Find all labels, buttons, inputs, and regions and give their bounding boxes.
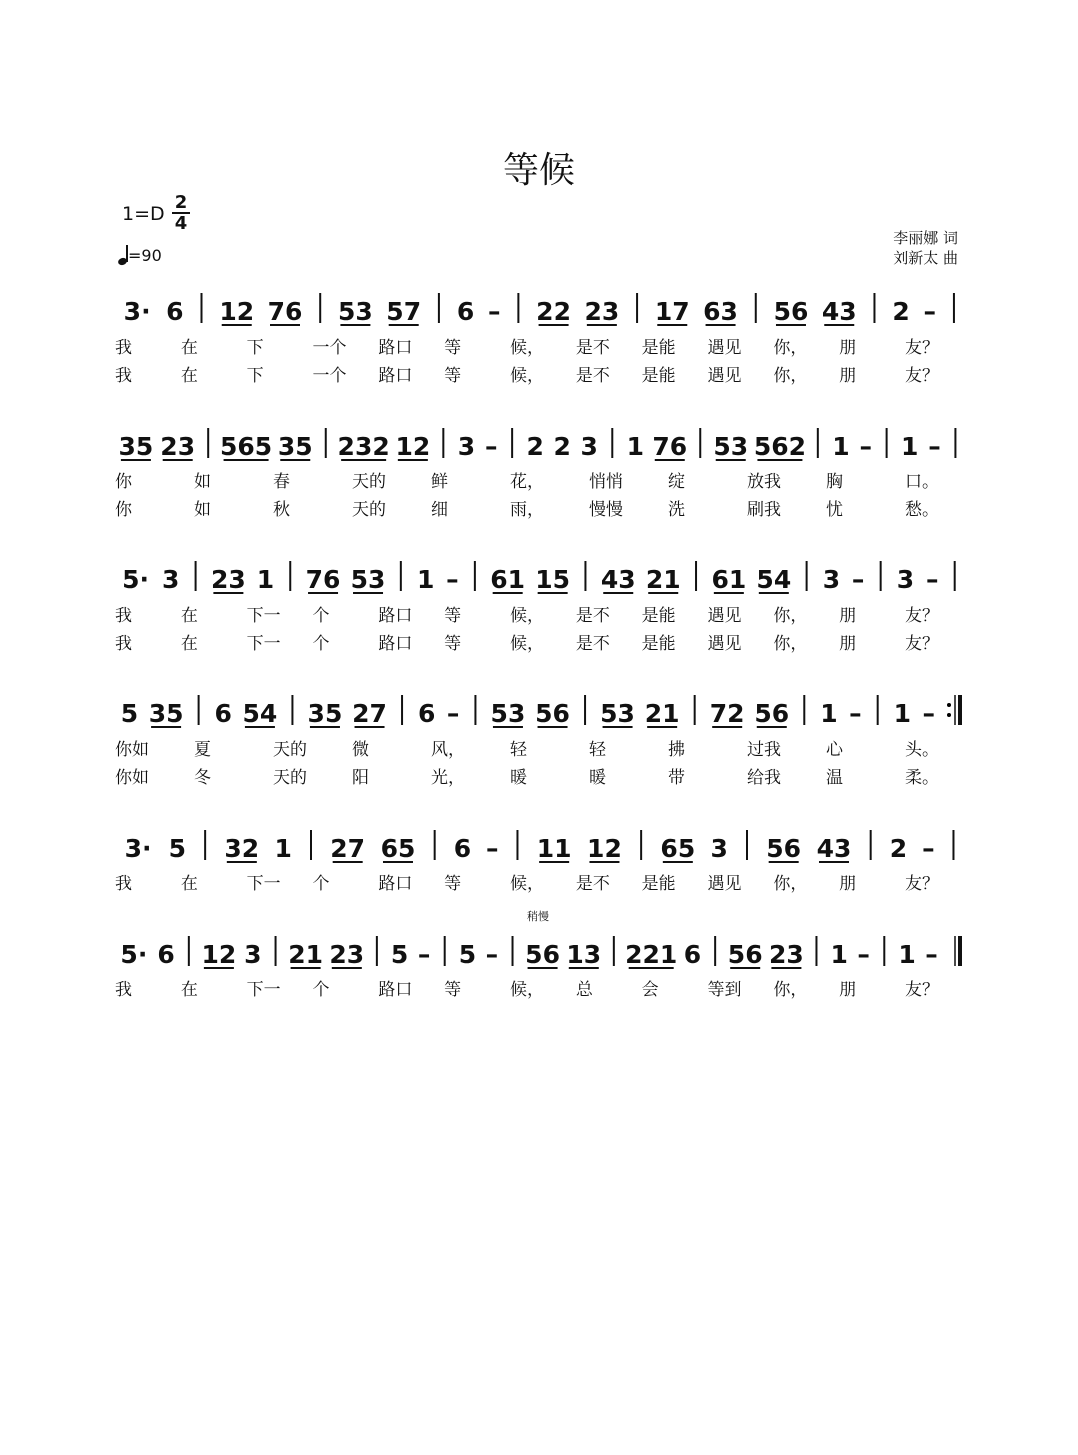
lyric-word: 路口: [378, 980, 413, 1000]
dash-note: –: [922, 699, 936, 728]
note-group: 1: [274, 834, 292, 863]
lyric-word: 在: [180, 338, 198, 358]
lyric-word: 在: [180, 606, 198, 626]
lyric-word: 候，: [510, 634, 544, 654]
note-group: 12: [587, 834, 622, 863]
lyric-word: 你，: [773, 606, 808, 626]
lyric-word: 下一: [246, 606, 281, 626]
note-group: 56: [773, 297, 809, 326]
lyric-word: 暖: [589, 768, 606, 788]
note-group: 1: [900, 432, 919, 461]
note-group: 21: [644, 699, 680, 728]
lyric-word: 拂: [668, 740, 685, 760]
note-group: 3·: [123, 297, 151, 326]
note-group: 53: [490, 699, 526, 728]
lyric-word: 会: [641, 980, 659, 1000]
note-group: 12: [219, 297, 255, 326]
note-group: 6: [214, 699, 232, 728]
lyric-word: 你，: [773, 874, 808, 894]
note-group: 23: [769, 940, 804, 969]
lyric-word: 给我: [747, 768, 781, 788]
lyric-word: 朋: [839, 366, 857, 386]
lyric-word: 是不: [575, 338, 610, 358]
note-group: 22: [536, 297, 571, 326]
lyric-word: 候，: [510, 874, 544, 894]
note-group: 3: [244, 940, 262, 969]
lyric-word: 候，: [510, 338, 544, 358]
note-group: 23: [210, 565, 246, 594]
note-group: 21: [645, 565, 681, 594]
lyric-word: 冬: [194, 768, 211, 788]
lyric-word: 等: [444, 606, 462, 626]
lyric-word: 你，: [773, 338, 808, 358]
note-group: 221: [625, 940, 678, 969]
lyric-word: 我: [115, 980, 132, 1000]
dash-note: –: [417, 940, 431, 969]
lyric-word: 雨，: [510, 500, 544, 520]
note-group: 5·: [122, 565, 150, 594]
note-group: 35: [307, 699, 343, 728]
lyric-word: 你，: [773, 980, 808, 1000]
note-group: 12: [395, 432, 431, 461]
note-group: 23: [329, 940, 365, 969]
dash-note: –: [484, 432, 498, 461]
lyric-word: 候，: [510, 606, 544, 626]
lyric-line: [0, 975, 1078, 1000]
song-title: 等候: [502, 150, 575, 191]
note-group: 1: [820, 699, 838, 728]
note-group: 21: [288, 940, 324, 969]
lyric-word: 心: [826, 740, 843, 760]
lyric-word: 天的: [352, 472, 386, 492]
lyric-word: 是能: [641, 366, 676, 386]
note-group: 1: [893, 699, 911, 728]
dash-note: –: [928, 432, 941, 461]
lyric-word: 你，: [773, 366, 808, 386]
lyric-word: 路口: [378, 634, 413, 654]
lyric-word: 总: [575, 980, 593, 1000]
lyric-word: 遇见: [707, 338, 742, 358]
time-signature-top: 2: [172, 193, 190, 214]
lyric-line: [0, 735, 1078, 760]
note-group: 6: [157, 940, 175, 969]
note-group: 53: [350, 565, 386, 594]
dash-note: –: [925, 940, 938, 969]
note-group: 35: [118, 432, 154, 461]
note-group: 27: [352, 699, 387, 728]
lyric-word: 在: [180, 980, 198, 1000]
lyric-word: 遇见: [707, 634, 742, 654]
note-group: 232: [337, 432, 390, 461]
lyric-word: 口。: [905, 472, 939, 492]
dash-note: –: [923, 297, 937, 326]
note-group: 3·: [124, 834, 152, 863]
lyric-word: 路口: [378, 366, 413, 386]
time-signature: [172, 193, 190, 233]
lyric-word: 鲜: [431, 472, 448, 492]
note-group: 3: [162, 565, 180, 594]
dash-note: –: [849, 699, 862, 728]
note-group: 43: [821, 297, 857, 326]
lyric-word: 微: [352, 740, 369, 760]
note-group: 5·: [120, 940, 148, 969]
lyric-word: 遇见: [707, 606, 742, 626]
note-group: 53: [713, 432, 749, 461]
lyric-word: 天的: [273, 768, 307, 788]
lyric-word: 是不: [575, 874, 610, 894]
lyric-word: 带: [668, 768, 685, 788]
lyric-word: 你如: [115, 740, 149, 760]
note-group: 1: [832, 432, 850, 461]
note-group: 1: [626, 432, 645, 461]
note-group: 1: [256, 565, 275, 594]
lyric-word: 遇见: [707, 874, 742, 894]
lyric-line: [0, 333, 1078, 358]
lyric-word: 在: [180, 874, 198, 894]
lyric-word: 我: [115, 634, 132, 654]
note-group: 15: [535, 565, 571, 594]
lyric-word: 候，: [510, 980, 544, 1000]
note-group: 53: [600, 699, 635, 728]
lyric-word: 细: [431, 500, 448, 520]
lyric-word: 朋: [839, 606, 857, 626]
lyric-word: 友？: [905, 366, 939, 386]
lyric-word: 胸: [826, 472, 843, 492]
note-group: 6: [453, 834, 472, 863]
note-group: 6: [417, 699, 436, 728]
lyric-word: 暖: [510, 768, 527, 788]
lyric-word: 你: [115, 472, 132, 492]
composer: 刘新太 曲: [893, 249, 958, 267]
note-group: 56: [754, 699, 790, 728]
lyric-word: 下一: [246, 980, 281, 1000]
lyric-word: 一个: [312, 366, 347, 386]
lyric-word: 是能: [641, 634, 676, 654]
lyric-word: 是能: [641, 606, 676, 626]
lyric-word: 等到: [707, 980, 742, 1000]
lyric-word: 天的: [352, 500, 386, 520]
lyric-word: 下: [246, 366, 264, 386]
note-group: 562: [753, 432, 807, 461]
note-group: 17: [654, 297, 690, 326]
note-group: 65: [380, 834, 416, 863]
lyric-line: [0, 495, 1078, 520]
lyric-word: 在: [180, 634, 198, 654]
lyric-word: 等: [444, 874, 462, 894]
lyric-word: 花，: [510, 472, 544, 492]
lyric-word: 如: [194, 472, 211, 492]
lyric-word: 我: [115, 874, 132, 894]
lyric-word: 阳: [352, 768, 369, 788]
final-barline: [955, 936, 960, 966]
lyric-word: 朋: [839, 634, 857, 654]
note-group: 32: [224, 834, 260, 863]
lyric-word: 朋: [839, 338, 857, 358]
lyric-line: [0, 869, 1078, 894]
lyric-word: 是不: [575, 366, 610, 386]
lyric-word: 友？: [905, 634, 939, 654]
dash-note: –: [859, 432, 872, 461]
lyric-word: 我: [115, 366, 132, 386]
note-group: 27: [330, 834, 366, 863]
lyric-word: 友？: [905, 980, 939, 1000]
lyric-word: 个: [312, 606, 330, 626]
note-group: 72: [709, 699, 745, 728]
lyric-word: 愁。: [905, 500, 939, 520]
tempo-value: =90: [128, 246, 162, 265]
lyric-word: 路口: [378, 874, 413, 894]
note-group: 3: [822, 565, 841, 594]
lyric-word: 洗: [668, 500, 685, 520]
lyric-word: 轻: [510, 740, 527, 760]
note-group: 5: [120, 699, 139, 728]
lyric-word: 个: [312, 980, 330, 1000]
dash-note: –: [925, 565, 939, 594]
note-group: 6: [166, 297, 184, 326]
note-group: 65: [660, 834, 696, 863]
lyric-word: 悄悄: [589, 472, 623, 492]
note-group: 3: [710, 834, 728, 863]
lyric-word: 等: [444, 634, 462, 654]
note-group: 565: [219, 432, 273, 461]
lyric-word: 光，: [431, 768, 465, 788]
lyric-word: 等: [444, 366, 462, 386]
lyric-word: 柔。: [905, 768, 939, 788]
repeat-end-barline: [947, 695, 960, 725]
tempo-marking: [118, 245, 162, 265]
note-group: 5: [458, 940, 477, 969]
lyric-word: 下一: [246, 874, 281, 894]
lyric-word: 等: [444, 980, 462, 1000]
time-signature-bottom: 4: [174, 213, 188, 234]
dash-note: –: [922, 834, 935, 863]
lyric-word: 路口: [378, 338, 413, 358]
note-group: 57: [386, 297, 422, 326]
credits: [893, 228, 958, 268]
note-group: 3: [457, 432, 476, 461]
note-group: 56: [525, 940, 560, 969]
lyric-word: 过我: [747, 740, 781, 760]
note-group: 6: [683, 940, 702, 969]
key-signature: 1=D: [122, 203, 165, 225]
lyric-word: 我: [115, 338, 132, 358]
lyric-word: 轻: [589, 740, 606, 760]
lyric-line: [0, 629, 1078, 654]
lyric-word: 是能: [641, 874, 676, 894]
dash-note: –: [446, 699, 460, 728]
note-group: 56: [766, 834, 802, 863]
lyric-word: 是不: [575, 606, 610, 626]
lyric-word: 友？: [905, 338, 939, 358]
lyric-word: 路口: [378, 606, 413, 626]
dash-note: –: [485, 940, 499, 969]
note-group: 2: [553, 432, 571, 461]
dash-note: –: [446, 565, 459, 594]
note-group: 3: [896, 565, 915, 594]
note-group: 1: [416, 565, 435, 594]
lyric-word: 你: [115, 500, 132, 520]
note-group: 63: [703, 297, 738, 326]
lyric-word: 夏: [194, 740, 211, 760]
lyric-word: 头。: [905, 740, 939, 760]
note-group: 1: [830, 940, 848, 969]
note-group: 61: [711, 565, 747, 594]
lyric-word: 遇见: [707, 366, 742, 386]
lyric-word: 候，: [510, 366, 544, 386]
lyric-word: 友？: [905, 606, 939, 626]
lyric-word: 是能: [641, 338, 676, 358]
lyric-word: 我: [115, 606, 132, 626]
note-group: 2: [892, 297, 910, 326]
note-group: 56: [535, 699, 570, 728]
lyric-line: [0, 467, 1078, 492]
note-group: 12: [201, 940, 237, 969]
note-group: 1: [898, 940, 916, 969]
lyric-word: 你，: [773, 634, 808, 654]
lyric-line: [0, 601, 1078, 626]
note-group: 23: [160, 432, 196, 461]
lyric-word: 一个: [312, 338, 347, 358]
lyric-word: 下: [246, 338, 264, 358]
note-group: 54: [242, 699, 278, 728]
note-group: 53: [338, 297, 373, 326]
lyric-line: [0, 361, 1078, 386]
note-group: 23: [584, 297, 620, 326]
note-group: 56: [727, 940, 763, 969]
note-group: 61: [490, 565, 526, 594]
note-group: 54: [756, 565, 792, 594]
note-group: 13: [566, 940, 602, 969]
lyric-word: 忧: [826, 500, 843, 520]
dash-note: –: [857, 940, 870, 969]
note-group: 76: [652, 432, 688, 461]
note-group: 43: [600, 565, 636, 594]
lyric-word: 春: [273, 472, 290, 492]
lyric-word: 朋: [839, 874, 857, 894]
lyric-word: 温: [826, 768, 843, 788]
lyric-word: 你如: [115, 768, 149, 788]
note-group: 76: [267, 297, 303, 326]
quarter-note-icon: [118, 245, 128, 265]
note-group: 35: [148, 699, 184, 728]
note-group: 35: [277, 432, 313, 461]
note-group: 76: [305, 565, 341, 594]
note-group: 43: [816, 834, 852, 863]
note-group: 6: [456, 297, 475, 326]
note-group: 2: [889, 834, 908, 863]
note-group: 5: [390, 940, 409, 969]
lyric-word: 秋: [273, 500, 290, 520]
lyric-word: 是不: [575, 634, 610, 654]
lyric-word: 朋: [839, 980, 857, 1000]
note-group: 2: [526, 432, 544, 461]
tempo-change-marking: 稍慢: [527, 910, 549, 923]
dash-note: –: [486, 834, 499, 863]
lyric-word: 在: [180, 366, 198, 386]
note-group: 5: [168, 834, 187, 863]
lyric-word: 天的: [273, 740, 307, 760]
dash-note: –: [487, 297, 501, 326]
lyric-word: 个: [312, 874, 330, 894]
lyric-line: [0, 763, 1078, 788]
dash-note: –: [851, 565, 865, 594]
lyric-word: 慢慢: [589, 500, 623, 520]
lyric-word: 下一: [246, 634, 281, 654]
lyric-word: 如: [194, 500, 211, 520]
note-group: 3: [580, 432, 598, 461]
lyric-word: 风，: [431, 740, 465, 760]
note-group: 11: [536, 834, 572, 863]
lyricist: 李丽娜 词: [893, 229, 958, 247]
lyric-word: 放我: [747, 472, 781, 492]
lyric-word: 等: [444, 338, 462, 358]
lyric-word: 友？: [905, 874, 939, 894]
lyric-word: 个: [312, 634, 330, 654]
lyric-word: 刷我: [747, 500, 781, 520]
lyric-word: 绽: [668, 472, 685, 492]
